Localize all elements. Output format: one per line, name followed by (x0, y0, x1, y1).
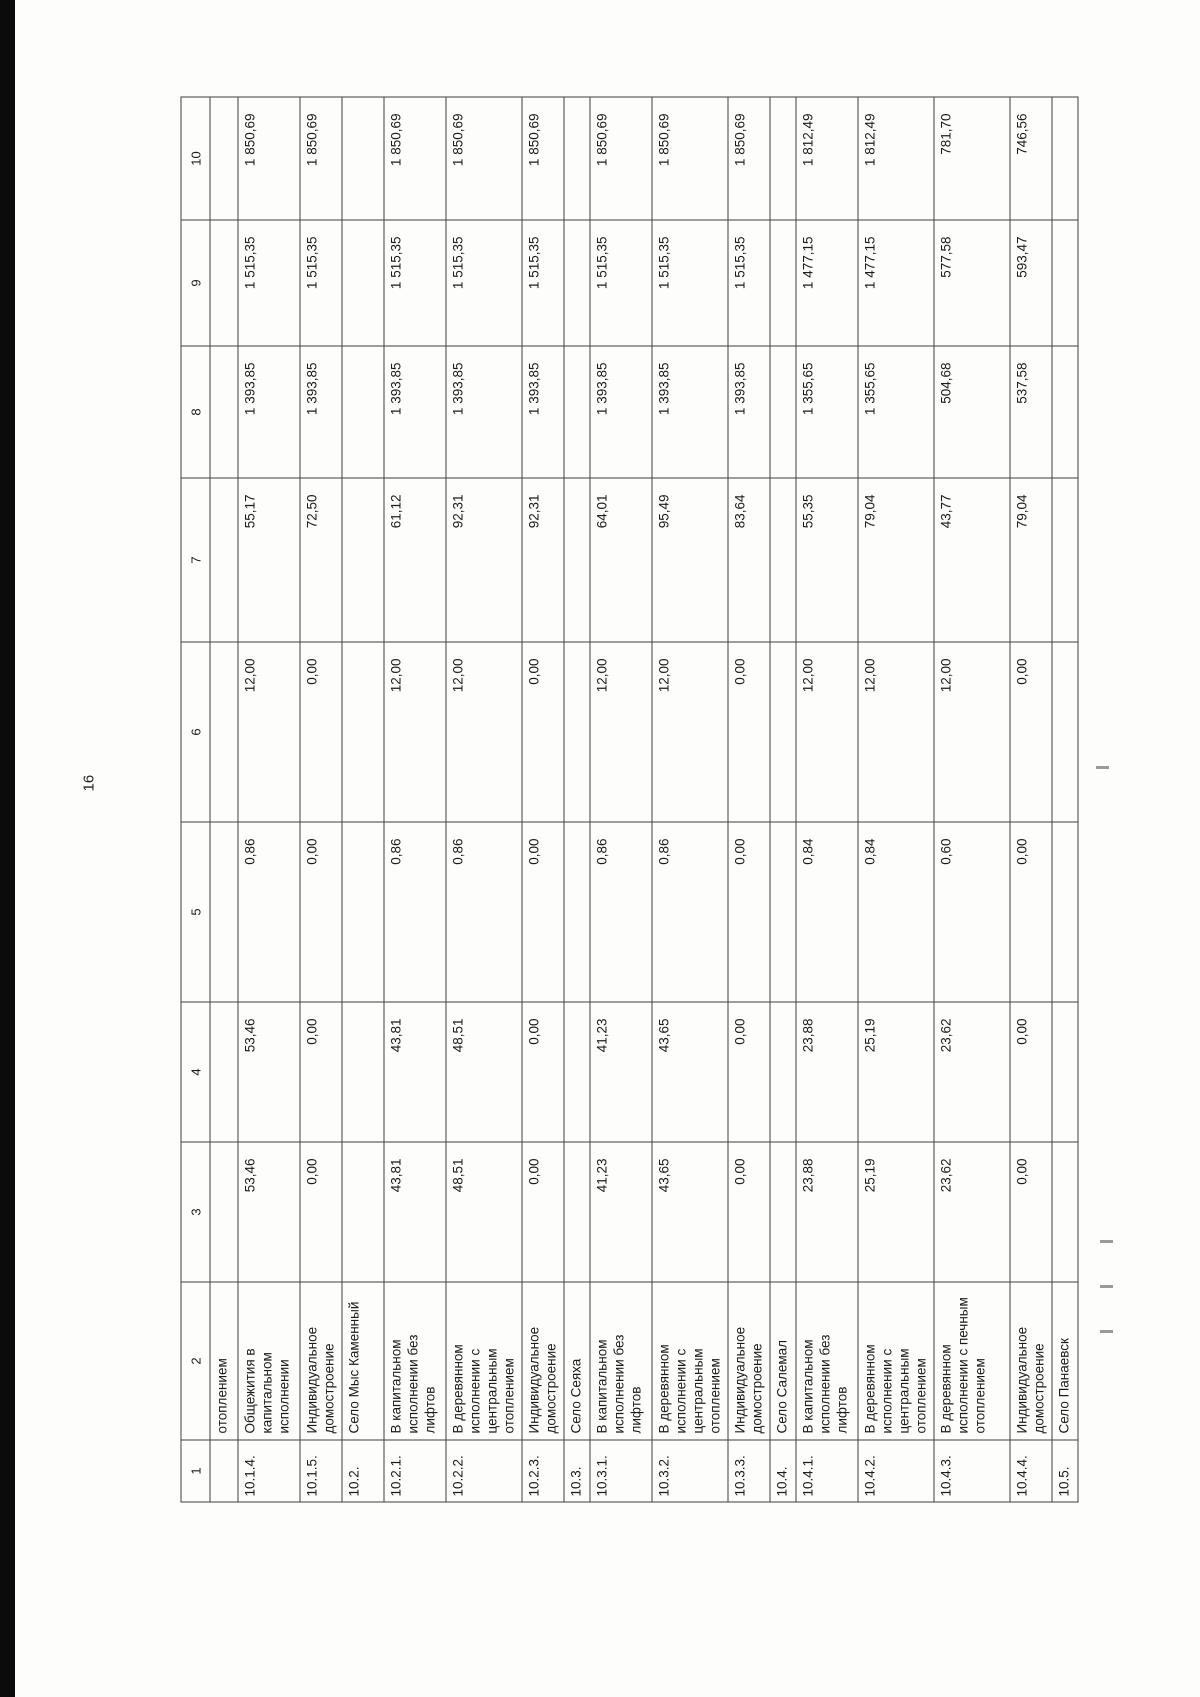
description-cell: Индивидуальное домостроение (300, 1282, 342, 1440)
column-header-6: 6 (181, 642, 210, 822)
value-cell-col6: 12,00 (446, 642, 522, 822)
value-cell-col10: 1 850,69 (590, 97, 652, 220)
value-cell-col8: 1 393,85 (446, 346, 522, 478)
value-cell-col5: 0,86 (238, 822, 300, 1002)
value-cell-col7: 55,35 (796, 478, 858, 642)
value-cell-col8: 1 393,85 (300, 346, 342, 478)
value-cell-col7: 55,17 (238, 478, 300, 642)
scan-dash-artifact (1096, 766, 1109, 769)
table-header-row (181, 97, 210, 1502)
value-cell-col4: 0,00 (300, 1002, 342, 1142)
value-cell-col4: 25,19 (858, 1002, 934, 1142)
value-cell-col6: 12,00 (652, 642, 728, 822)
value-cell-col4: 23,88 (796, 1002, 858, 1142)
value-cell-col7 (342, 478, 384, 642)
description-cell: В деревянном исполнении с центральным отоплением (446, 1282, 522, 1440)
section-row (770, 97, 796, 1502)
value-cell-col10 (1052, 97, 1078, 220)
value-cell-col10 (770, 97, 796, 220)
table-row (728, 97, 770, 1502)
value-cell-col6: 12,00 (934, 642, 1010, 822)
description-cell: Общежития в капитальном исполнении (238, 1282, 300, 1440)
table-row (300, 97, 342, 1502)
column-header-9: 9 (181, 220, 210, 346)
value-cell-col5: 0,00 (728, 822, 770, 1002)
value-cell-col10: 1 850,69 (446, 97, 522, 220)
column-header-1: 1 (181, 1440, 210, 1502)
value-cell-col7: 83,64 (728, 478, 770, 642)
table-row (522, 97, 564, 1502)
table-row (238, 97, 300, 1502)
value-cell-col6 (564, 642, 590, 822)
table-body (210, 97, 1078, 1502)
table-row (210, 97, 238, 1502)
row-number-cell: 10.1.5. (300, 1440, 342, 1502)
value-cell-col10: 1 812,49 (796, 97, 858, 220)
row-number-cell: 10.2.2. (446, 1440, 522, 1502)
row-number-cell: 10.5. (1052, 1440, 1078, 1502)
value-cell-col3 (564, 1142, 590, 1282)
value-cell-col9 (210, 220, 238, 346)
value-cell-col10: 1 850,69 (728, 97, 770, 220)
section-title-cell: Село Салемал (770, 1282, 796, 1440)
value-cell-col6: 0,00 (1010, 642, 1052, 822)
section-row (564, 97, 590, 1502)
column-header-4: 4 (181, 1002, 210, 1142)
column-header-3: 3 (181, 1142, 210, 1282)
value-cell-col6: 12,00 (384, 642, 446, 822)
value-cell-col3: 41,23 (590, 1142, 652, 1282)
value-cell-col8: 1 355,65 (858, 346, 934, 478)
table-row (590, 97, 652, 1502)
table-row (446, 97, 522, 1502)
value-cell-col7 (564, 478, 590, 642)
value-cell-col10: 781,70 (934, 97, 1010, 220)
table-row (652, 97, 728, 1502)
value-cell-col3: 23,62 (934, 1142, 1010, 1282)
value-cell-col5: 0,86 (590, 822, 652, 1002)
row-number-cell: 10.4.2. (858, 1440, 934, 1502)
value-cell-col7: 43,77 (934, 478, 1010, 642)
value-cell-col10 (342, 97, 384, 220)
value-cell-col8 (564, 346, 590, 478)
value-cell-col8 (210, 346, 238, 478)
row-number-cell: 10.4.3. (934, 1440, 1010, 1502)
row-number-cell: 10.2.1. (384, 1440, 446, 1502)
value-cell-col4 (342, 1002, 384, 1142)
value-cell-col4: 53,46 (238, 1002, 300, 1142)
row-number-cell (210, 1440, 238, 1502)
value-cell-col10: 1 812,49 (858, 97, 934, 220)
row-number-cell: 10.3.3. (728, 1440, 770, 1502)
value-cell-col9: 1 515,35 (522, 220, 564, 346)
value-cell-col9: 593,47 (1010, 220, 1052, 346)
value-cell-col9: 1 477,15 (858, 220, 934, 346)
value-cell-col5: 0,86 (652, 822, 728, 1002)
value-cell-col6: 12,00 (590, 642, 652, 822)
value-cell-col3 (1052, 1142, 1078, 1282)
value-cell-col5: 0,60 (934, 822, 1010, 1002)
description-cell: В капитальном исполнении без лифтов (384, 1282, 446, 1440)
value-cell-col6 (770, 642, 796, 822)
value-cell-col4: 43,81 (384, 1002, 446, 1142)
value-cell-col4: 43,65 (652, 1002, 728, 1142)
value-cell-col6 (342, 642, 384, 822)
section-title-cell: Село Мыс Каменный (342, 1282, 384, 1440)
table-row (384, 97, 446, 1502)
value-cell-col9: 1 515,35 (446, 220, 522, 346)
value-cell-col7 (210, 478, 238, 642)
value-cell-col8: 537,58 (1010, 346, 1052, 478)
value-cell-col5 (770, 822, 796, 1002)
value-cell-col6: 0,00 (728, 642, 770, 822)
description-cell: отоплением (210, 1282, 238, 1440)
scan-dash-artifact (1100, 1240, 1113, 1243)
value-cell-col8: 1 393,85 (728, 346, 770, 478)
value-cell-col8: 504,68 (934, 346, 1010, 478)
section-row (342, 97, 384, 1502)
table-row (934, 97, 1010, 1502)
section-title-cell: Село Панаевск (1052, 1282, 1078, 1440)
table-row (796, 97, 858, 1502)
value-cell-col7: 79,04 (1010, 478, 1052, 642)
value-cell-col7 (770, 478, 796, 642)
value-cell-col9: 577,58 (934, 220, 1010, 346)
row-number-cell: 10.3.1. (590, 1440, 652, 1502)
value-cell-col5: 0,86 (384, 822, 446, 1002)
rotated-page-content (1, 0, 1200, 1697)
value-cell-col3: 43,81 (384, 1142, 446, 1282)
value-cell-col4 (210, 1002, 238, 1142)
value-cell-col9 (342, 220, 384, 346)
description-cell: Индивидуальное домостроение (522, 1282, 564, 1440)
value-cell-col5 (564, 822, 590, 1002)
row-number-cell: 10.2. (342, 1440, 384, 1502)
value-cell-col4 (564, 1002, 590, 1142)
value-cell-col7: 72,50 (300, 478, 342, 642)
value-cell-col8: 1 393,85 (384, 346, 446, 478)
description-cell: В капитальном исполнении без лифтов (796, 1282, 858, 1440)
description-cell: Индивидуальное домостроение (728, 1282, 770, 1440)
value-cell-col5 (210, 822, 238, 1002)
value-cell-col5: 0,00 (1010, 822, 1052, 1002)
value-cell-col7: 61,12 (384, 478, 446, 642)
value-cell-col5: 0,84 (796, 822, 858, 1002)
row-number-cell: 10.2.3. (522, 1440, 564, 1502)
value-cell-col6: 12,00 (796, 642, 858, 822)
value-cell-col10 (210, 97, 238, 220)
value-cell-col5 (1052, 822, 1078, 1002)
value-cell-col3 (210, 1142, 238, 1282)
value-cell-col4 (1052, 1002, 1078, 1142)
value-cell-col3: 25,19 (858, 1142, 934, 1282)
value-cell-col10: 1 850,69 (238, 97, 300, 220)
value-cell-col8: 1 393,85 (522, 346, 564, 478)
table-row (1010, 97, 1052, 1502)
scanner-edge-artifact (0, 0, 15, 1697)
value-cell-col10: 1 850,69 (522, 97, 564, 220)
description-cell: Индивидуальное домостроение (1010, 1282, 1052, 1440)
column-header-7: 7 (181, 478, 210, 642)
value-cell-col9 (770, 220, 796, 346)
value-cell-col7: 92,31 (446, 478, 522, 642)
value-cell-col6 (210, 642, 238, 822)
value-cell-col5: 0,00 (522, 822, 564, 1002)
value-cell-col10: 1 850,69 (652, 97, 728, 220)
value-cell-col5: 0,84 (858, 822, 934, 1002)
value-cell-col9: 1 515,35 (652, 220, 728, 346)
value-cell-col10: 1 850,69 (300, 97, 342, 220)
row-number-cell: 10.4.4. (1010, 1440, 1052, 1502)
value-cell-col7: 79,04 (858, 478, 934, 642)
value-cell-col7: 92,31 (522, 478, 564, 642)
row-number-cell: 10.4.1. (796, 1440, 858, 1502)
value-cell-col9 (564, 220, 590, 346)
value-cell-col4: 0,00 (1010, 1002, 1052, 1142)
value-cell-col3: 0,00 (522, 1142, 564, 1282)
value-cell-col7 (1052, 478, 1078, 642)
value-cell-col10: 746,56 (1010, 97, 1052, 220)
value-cell-col6: 0,00 (300, 642, 342, 822)
value-cell-col6 (1052, 642, 1078, 822)
value-cell-col4: 41,23 (590, 1002, 652, 1142)
section-title-cell: Село Сеяха (564, 1282, 590, 1440)
value-cell-col8 (770, 346, 796, 478)
value-cell-col8: 1 355,65 (796, 346, 858, 478)
value-cell-col5: 0,86 (446, 822, 522, 1002)
value-cell-col9: 1 515,35 (728, 220, 770, 346)
value-cell-col8 (1052, 346, 1078, 478)
value-cell-col3: 23,88 (796, 1142, 858, 1282)
value-cell-col5: 0,00 (300, 822, 342, 1002)
value-cell-col8 (342, 346, 384, 478)
value-cell-col9: 1 515,35 (590, 220, 652, 346)
value-cell-col9: 1 515,35 (300, 220, 342, 346)
value-cell-col10: 1 850,69 (384, 97, 446, 220)
value-cell-col3: 53,46 (238, 1142, 300, 1282)
tariff-table (181, 97, 1079, 1503)
row-number-cell: 10.1.4. (238, 1440, 300, 1502)
value-cell-col4: 0,00 (728, 1002, 770, 1142)
value-cell-col4 (770, 1002, 796, 1142)
value-cell-col4: 0,00 (522, 1002, 564, 1142)
row-number-cell: 10.3. (564, 1440, 590, 1502)
column-header-5: 5 (181, 822, 210, 1002)
value-cell-col8: 1 393,85 (652, 346, 728, 478)
value-cell-col3: 48,51 (446, 1142, 522, 1282)
value-cell-col9 (1052, 220, 1078, 346)
scan-dash-artifact (1100, 1330, 1113, 1333)
section-row (1052, 97, 1078, 1502)
description-cell: В деревянном исполнении с печным отоплением (934, 1282, 1010, 1440)
value-cell-col6: 12,00 (858, 642, 934, 822)
column-header-10: 10 (181, 97, 210, 220)
value-cell-col10 (564, 97, 590, 220)
value-cell-col3: 0,00 (1010, 1142, 1052, 1282)
row-number-cell: 10.3.2. (652, 1440, 728, 1502)
value-cell-col4: 23,62 (934, 1002, 1010, 1142)
value-cell-col6: 0,00 (522, 642, 564, 822)
description-cell: В деревянном исполнении с центральным отоплением (652, 1282, 728, 1440)
value-cell-col9: 1 477,15 (796, 220, 858, 346)
value-cell-col7: 64,01 (590, 478, 652, 642)
value-cell-col3 (770, 1142, 796, 1282)
description-cell: В капитальном исполнении без лифтов (590, 1282, 652, 1440)
value-cell-col3 (342, 1142, 384, 1282)
table-row (858, 97, 934, 1502)
page-number: 16 (80, 774, 98, 792)
value-cell-col8: 1 393,85 (238, 346, 300, 478)
value-cell-col9: 1 515,35 (238, 220, 300, 346)
value-cell-col3: 0,00 (300, 1142, 342, 1282)
value-cell-col4: 48,51 (446, 1002, 522, 1142)
value-cell-col7: 95,49 (652, 478, 728, 642)
value-cell-col3: 0,00 (728, 1142, 770, 1282)
value-cell-col8: 1 393,85 (590, 346, 652, 478)
column-header-2: 2 (181, 1282, 210, 1440)
value-cell-col5 (342, 822, 384, 1002)
value-cell-col9: 1 515,35 (384, 220, 446, 346)
row-number-cell: 10.4. (770, 1440, 796, 1502)
value-cell-col3: 43,65 (652, 1142, 728, 1282)
description-cell: В деревянном исполнении с центральным отоплением (858, 1282, 934, 1440)
scan-dash-artifact (1100, 1285, 1113, 1288)
value-cell-col6: 12,00 (238, 642, 300, 822)
column-header-8: 8 (181, 346, 210, 478)
